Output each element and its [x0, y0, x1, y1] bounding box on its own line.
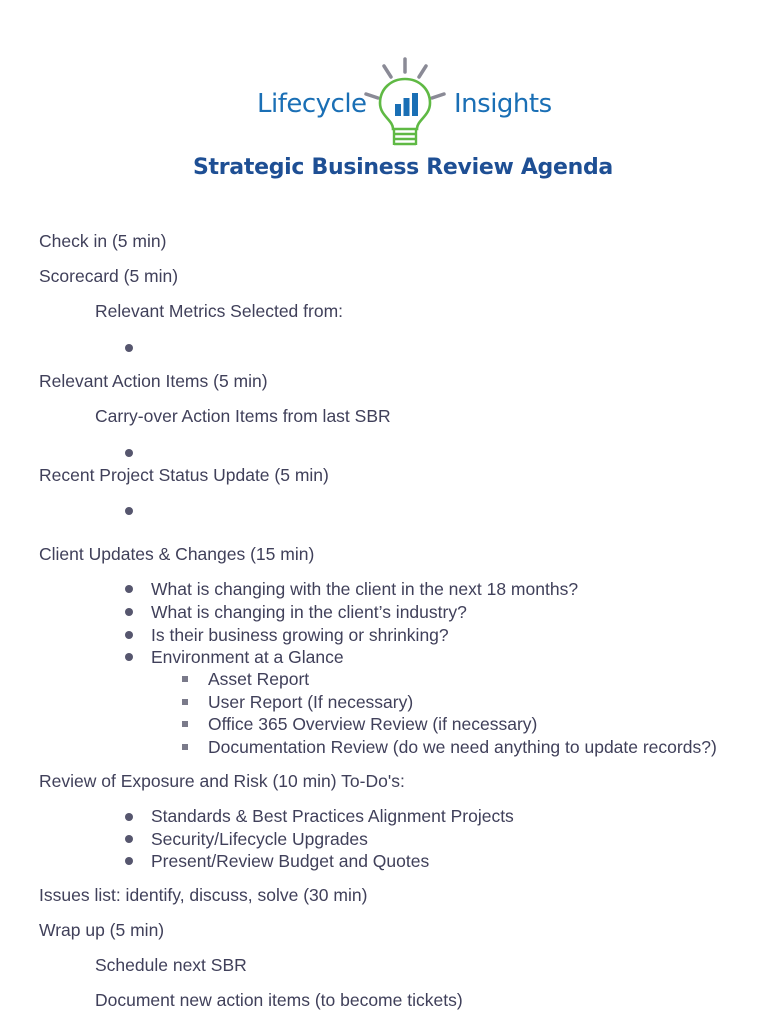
- environment-sub-bullet: Asset Report: [208, 669, 310, 689]
- environment-sub-bullet: User Report (If necessary): [208, 692, 414, 712]
- agenda-item-exposure-risk: Review of Exposure and Risk (10 min) To-Do's:: [39, 771, 405, 791]
- page-title: Strategic Business Review Agenda: [193, 155, 613, 180]
- lightbulb-bar-chart-icon: [360, 56, 450, 148]
- exposure-risk-bullet: Present/Review Budget and Quotes: [151, 851, 430, 871]
- company-logo: [255, 56, 555, 148]
- square-bullet-icon: [182, 699, 188, 705]
- client-updates-bullet: What is changing with the client in the next 18 months?: [151, 579, 579, 599]
- bullet-icon: [125, 608, 133, 616]
- bullet-icon: [125, 585, 133, 593]
- square-bullet-icon: [182, 676, 188, 682]
- scorecard-subheading: Relevant Metrics Selected from:: [95, 301, 344, 321]
- client-updates-bullet: Is their business growing or shrinking?: [151, 625, 449, 645]
- agenda-item-action-items: Relevant Action Items (5 min): [39, 371, 268, 391]
- bullet-icon: [125, 507, 133, 515]
- wrap-up-item: Schedule next SBR: [95, 955, 247, 975]
- logo-text-lifecycle: Lifecycle: [257, 89, 367, 119]
- client-updates-bullet: What is changing in the client’s industry?: [151, 602, 467, 622]
- agenda-item-project-status: Recent Project Status Update (5 min): [39, 465, 329, 485]
- bullet-icon: [125, 857, 133, 865]
- client-updates-bullet: Environment at a Glance: [151, 647, 344, 667]
- square-bullet-icon: [182, 721, 188, 727]
- agenda-item-wrap-up: Wrap up (5 min): [39, 920, 165, 940]
- action-items-subheading: Carry-over Action Items from last SBR: [95, 406, 391, 426]
- agenda-item-issues-list: Issues list: identify, discuss, solve (30 min): [39, 885, 368, 905]
- bullet-icon: [125, 631, 133, 639]
- logo-text-insights: Insights: [454, 89, 552, 119]
- bullet-icon: [125, 813, 133, 821]
- agenda-item-scorecard: Scorecard (5 min): [39, 266, 179, 286]
- bullet-icon: [125, 653, 133, 661]
- wrap-up-item: Document new action items (to become tickets): [95, 990, 463, 1010]
- environment-sub-bullet: Office 365 Overview Review (if necessary): [208, 714, 538, 734]
- agenda-item-check-in: Check in (5 min): [39, 231, 167, 251]
- bullet-icon: [125, 344, 133, 352]
- bullet-icon: [125, 835, 133, 843]
- bullet-icon: [125, 449, 133, 457]
- agenda-item-client-updates: Client Updates & Changes (15 min): [39, 544, 315, 564]
- square-bullet-icon: [182, 744, 188, 750]
- environment-sub-bullet: Documentation Review (do we need anything to update records?): [208, 737, 717, 757]
- exposure-risk-bullet: Standards & Best Practices Alignment Projects: [151, 806, 514, 826]
- exposure-risk-bullet: Security/Lifecycle Upgrades: [151, 829, 368, 849]
